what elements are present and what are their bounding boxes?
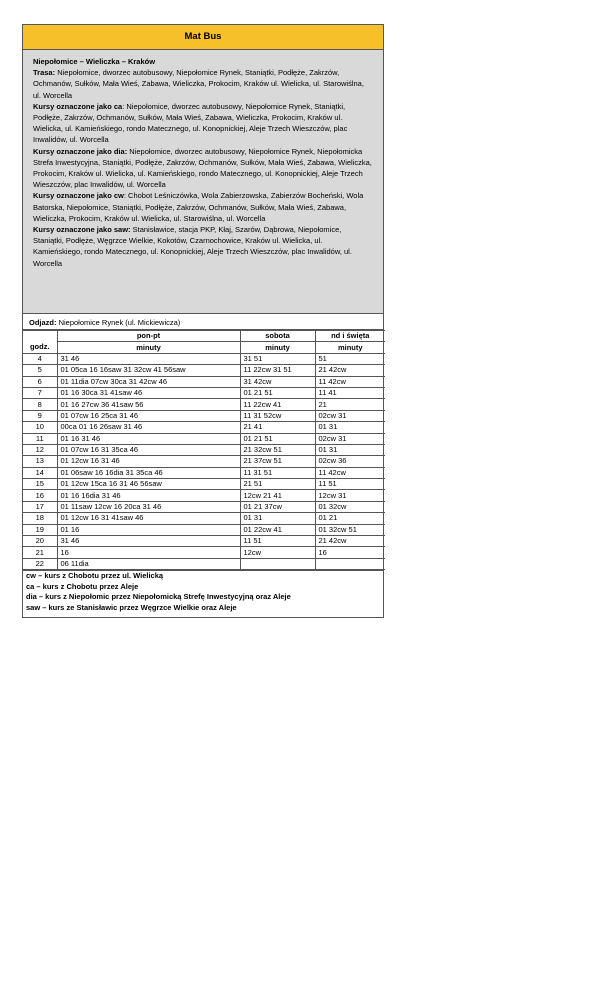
sunday-header: nd i święta	[315, 331, 385, 342]
saturday-minutes-cell: 11 31 52cw	[240, 410, 315, 421]
legend-dia: dia – kurs z Niepołomic przez Niepołomicką Strefę Inwestycyjną oraz Aleje	[26, 592, 291, 602]
weekday-minutes-cell: 01 12cw 16 31 46	[57, 456, 240, 467]
table-row	[23, 513, 385, 524]
saturday-minutes-cell	[240, 558, 315, 569]
cw-label: Kursy oznaczone jako cw	[33, 191, 124, 201]
saturday-minutes-cell: 01 21 51	[240, 433, 315, 444]
saturday-minutes-cell: 01 22cw 41	[240, 524, 315, 535]
weekday-minutes-cell: 01 16 16dia 31 46	[57, 490, 240, 501]
sunday-minutes-cell: 01 32cw	[315, 501, 385, 512]
hour-cell: 18	[23, 513, 57, 524]
departure-stop-name: Niepołomice Rynek (ul. Mickiewicza)	[56, 318, 181, 327]
table-row	[23, 479, 385, 490]
saw-text: Stanisławice, stacja PKP, Kłaj, Szarów, Dąbrowa, Niepołomice, Staniątki, Podłęże, Węgrzce Wielkie, Kokotów, Czarnochowice, Kraków ul. Wielicka, ul. Kamieńskiego, rondo Matecznego, ul. Konopnickiej, Aleje Trzech Wieszczów, plac Inwalidów, ul. Worcella	[33, 225, 352, 268]
saturday-minutes-cell: 11 22cw 41	[240, 399, 315, 410]
hour-cell: 17	[23, 501, 57, 512]
weekday-minutes-cell: 31 46	[57, 353, 240, 364]
table-row	[23, 467, 385, 478]
cw-text: : Chobot Leśniczówka, Wola Zabierzowska, Zabierzów Bocheński, Wola Batorska, Niepołomice, Staniątki, Podłęże, Zakrzów, Ochmanów, Sułków, Mała Wieś, Zabawa, Wieliczka, Prokocim, Kraków ul. Wielicka, ul. Starowiślna, ul. Worcella	[33, 191, 364, 223]
table-row	[23, 558, 385, 569]
legend-cw: cw – kurs z Chobotu przez ul. Wielicką	[26, 571, 164, 581]
table-row	[23, 444, 385, 455]
saturday-minutes-cell: 12cw	[240, 547, 315, 558]
weekday-minutes-cell: 01 07cw 16 25ca 31 46	[57, 410, 240, 421]
ca-label: Kursy oznaczone jako ca	[33, 101, 123, 111]
weekday-minutes-cell: 01 11dia 07cw 30ca 31 42cw 46	[57, 376, 240, 387]
sunday-minutes-cell: 11 42cw	[315, 376, 385, 387]
saturday-minutes-cell: 21 37cw 51	[240, 456, 315, 467]
saturday-minutes-cell: 11 22cw 31 51	[240, 365, 315, 376]
sunday-minutes-cell: 11 41	[315, 387, 385, 398]
weekday-minutes-cell: 16	[57, 547, 240, 558]
weekday-minutes-cell: 01 07cw 16 31 35ca 46	[57, 444, 240, 455]
route-trasa	[33, 67, 373, 101]
weekday-minutes-cell: 00ca 01 16 26saw 31 46	[57, 422, 240, 433]
table-row	[23, 433, 385, 444]
sunday-minutes-cell: 21 42cw	[315, 536, 385, 547]
legend-ca: ca – kurs z Chobotu przez Aleje	[26, 581, 139, 591]
sunday-minutes-cell: 21	[315, 399, 385, 410]
saturday-minutes-cell: 01 31	[240, 513, 315, 524]
table-row	[23, 376, 385, 387]
weekday-minutes-cell: 01 16 27cw 36 41saw 56	[57, 399, 240, 410]
weekday-minutes-cell: 01 06saw 16 16dia 31 35ca 46	[57, 467, 240, 478]
table-row	[23, 410, 385, 421]
saturday-minutes-cell: 11 51	[240, 536, 315, 547]
hour-cell: 5	[23, 365, 57, 376]
saw-label: Kursy oznaczone jako saw:	[33, 225, 131, 235]
saturday-minutes-cell: 21 32cw 51	[240, 444, 315, 455]
hour-cell: 21	[23, 547, 57, 558]
hour-cell: 16	[23, 490, 57, 501]
weekday-minutes-header: minuty	[57, 342, 240, 353]
sunday-minutes-cell: 01 31	[315, 444, 385, 455]
hour-cell: 4	[23, 353, 57, 364]
sunday-minutes-header: minuty	[315, 342, 385, 353]
table-row	[23, 399, 385, 410]
route-info	[23, 50, 383, 314]
hour-cell: 15	[23, 479, 57, 490]
table-row	[23, 353, 385, 364]
legend	[23, 570, 383, 616]
weekday-minutes-cell: 01 05ca 16 16saw 31 32cw 41 56saw	[57, 365, 240, 376]
sunday-minutes-cell: 01 21	[315, 513, 385, 524]
hour-cell: 14	[23, 467, 57, 478]
table-row	[23, 547, 385, 558]
weekday-minutes-cell: 01 16	[57, 524, 240, 535]
saturday-minutes-cell: 31 51	[240, 353, 315, 364]
table-row	[23, 524, 385, 535]
trasa-label: Trasa:	[33, 68, 56, 78]
hour-header: godz.	[23, 342, 57, 353]
table-row	[23, 365, 385, 376]
departure-stop	[23, 314, 383, 330]
sunday-minutes-cell: 02cw 31	[315, 433, 385, 444]
hour-cell: 22	[23, 558, 57, 569]
table-row	[23, 501, 385, 512]
saturday-minutes-cell: 31 42cw	[240, 376, 315, 387]
hour-cell: 10	[23, 422, 57, 433]
hour-cell: 9	[23, 410, 57, 421]
header-row-units	[23, 342, 385, 353]
sunday-minutes-cell: 01 32cw 51	[315, 524, 385, 535]
table-row	[23, 387, 385, 398]
timetable-body	[23, 353, 385, 569]
dia-label: Kursy oznaczone jako dia:	[33, 146, 128, 156]
sunday-minutes-cell	[315, 558, 385, 569]
table-row	[23, 456, 385, 467]
timetable-sheet	[22, 24, 384, 618]
hour-cell: 8	[23, 399, 57, 410]
hour-cell: 20	[23, 536, 57, 547]
hour-cell: 11	[23, 433, 57, 444]
saturday-minutes-cell: 21 41	[240, 422, 315, 433]
weekday-minutes-cell: 31 46	[57, 536, 240, 547]
sunday-minutes-cell: 11 51	[315, 479, 385, 490]
route-saw	[33, 224, 373, 269]
hour-cell: 6	[23, 376, 57, 387]
weekday-minutes-cell: 01 12cw 15ca 16 31 46 56saw	[57, 479, 240, 490]
legend-saw: saw – kurs ze Stanisławic przez Węgrzce Wielkie oraz Aleje	[26, 602, 237, 612]
hour-cell: 19	[23, 524, 57, 535]
table-row	[23, 490, 385, 501]
sunday-minutes-cell: 02cw 31	[315, 410, 385, 421]
saturday-minutes-cell: 01 21 51	[240, 387, 315, 398]
weekday-minutes-cell: 01 16 30ca 31 41saw 46	[57, 387, 240, 398]
saturday-minutes-cell: 11 31 51	[240, 467, 315, 478]
trasa-text: Niepołomice, dworzec autobusowy, Niepołomice Rynek, Staniątki, Podłęże, Zakrzów, Ochmanów, Sułków, Mała Wieś, Zabawa, Wieliczka, Prokocim, Kraków ul. Wielicka, ul. Starowiślna, ul. Worcella	[33, 68, 364, 100]
weekday-minutes-cell: 01 12cw 16 31 41saw 46	[57, 513, 240, 524]
weekday-minutes-cell: 01 11saw 12cw 16 20ca 31 46	[57, 501, 240, 512]
saturday-minutes-cell: 01 21 37cw	[240, 501, 315, 512]
route-cw	[33, 190, 373, 224]
saturday-minutes-cell: 12cw 21 41	[240, 490, 315, 501]
hour-header-blank	[23, 331, 57, 342]
sunday-minutes-cell: 21 42cw	[315, 365, 385, 376]
saturday-header: sobota	[240, 331, 315, 342]
operator-title: Mat Bus	[23, 25, 383, 50]
ca-text: : Niepołomice, dworzec autobusowy, Niepołomice Rynek, Staniątki, Podłęże, Zakrzów, Ochmanów, Sułków, Mała Wieś, Zabawa, Wieliczka, Prokocim, Kraków ul. Wielicka, ul. Kamieńskiego, rondo Matecznego, ul. Konopnickiej, Aleje Trzech Wieszczów, plac Inwalidów, ul. Worcella	[33, 101, 348, 145]
dia-text: Niepołomice, dworzec autobusowy, Niepołomice Rynek, Niepołomicka Strefa Inwestycyjna, Staniątki, Podłęże, Zakrzów, Ochmanów, Sułków, Mała Wieś, Zabawa, Wieliczka, Prokocim, Kraków ul. Wielicka, ul. Kamieńskiego, rondo Matecznego, ul. Konopnickiej, Aleje Trzech Wieszczów, plac Inwalidów, ul. Worcella	[33, 146, 372, 190]
saturday-minutes-header: minuty	[240, 342, 315, 353]
saturday-minutes-cell: 21 51	[240, 479, 315, 490]
weekday-minutes-cell: 01 16 31 46	[57, 433, 240, 444]
sunday-minutes-cell: 02cw 36	[315, 456, 385, 467]
table-row	[23, 536, 385, 547]
route-dia	[33, 146, 373, 191]
route-ca	[33, 101, 373, 146]
sunday-minutes-cell: 01 31	[315, 422, 385, 433]
header-row-days	[23, 331, 385, 342]
sunday-minutes-cell: 16	[315, 547, 385, 558]
weekday-minutes-cell: 06 11dia	[57, 558, 240, 569]
table-row	[23, 422, 385, 433]
sunday-minutes-cell: 12cw 31	[315, 490, 385, 501]
route-name: Niepołomice – Wieliczka – Kraków	[33, 57, 156, 66]
sunday-minutes-cell: 51	[315, 353, 385, 364]
hour-cell: 12	[23, 444, 57, 455]
weekday-header: pon-pt	[57, 331, 240, 342]
hour-cell: 13	[23, 456, 57, 467]
hour-cell: 7	[23, 387, 57, 398]
sunday-minutes-cell: 11 42cw	[315, 467, 385, 478]
timetable-table	[23, 330, 385, 570]
departure-label: Odjazd:	[29, 318, 57, 327]
